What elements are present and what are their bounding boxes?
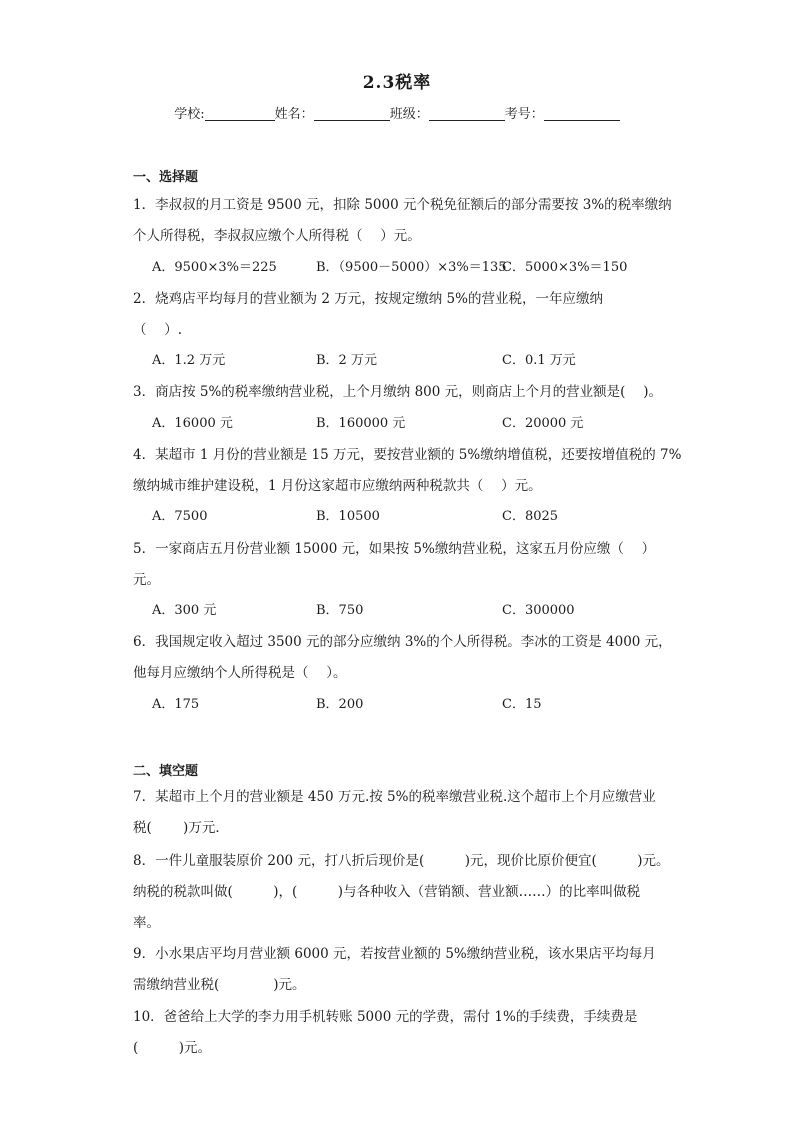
- question-5-option-b[interactable]: B．750: [316, 603, 364, 618]
- question-1-option-a[interactable]: A．9500×3%＝225: [152, 260, 277, 275]
- question-3-line-1: 3．商店按 5%的税率缴纳营业税，上个月缴纳 800 元，则商店上个月的营业额是( )。: [133, 384, 662, 400]
- question-1-line-1: 1．李叔叔的月工资是 9500 元，扣除 5000 元个税免征额后的部分需要按 3%的税率缴纳: [133, 197, 672, 213]
- page-title: 2.3税率: [362, 73, 432, 93]
- question-1-option-b[interactable]: B．（9500－5000）×3%＝135: [316, 260, 507, 275]
- question-2-option-c[interactable]: C．0.1 万元: [502, 353, 576, 368]
- question-3-option-a[interactable]: A．16000 元: [152, 416, 233, 431]
- question-1-line-2: 个人所得税，李叔叔应缴个人所得税（ ）元。: [133, 228, 421, 244]
- question-5-line-1: 5．一家商店五月份营业额 15000 元，如果按 5%缴纳营业税，这家五月份应缴（ ）: [133, 541, 656, 557]
- class-blank[interactable]: [429, 106, 505, 121]
- question-5-option-c[interactable]: C．300000: [502, 603, 575, 618]
- number-label: 考号：: [504, 107, 544, 122]
- question-2-option-a[interactable]: A．1.2 万元: [152, 353, 226, 368]
- question-7-line-1: 7．某超市上个月的营业额是 450 万元.按 5%的税率缴营业税.这个超市上个月应缴营业: [133, 789, 656, 805]
- school-label: 学校:: [174, 107, 205, 122]
- question-5-line-2: 元。: [133, 572, 160, 588]
- question-9-line-1: 9．小水果店平均月营业额 6000 元，若按营业额的 5%缴纳营业税，该水果店平均每月: [133, 946, 656, 962]
- question-4-option-a[interactable]: A．7500: [152, 509, 208, 524]
- question-4-option-b[interactable]: B．10500: [316, 509, 380, 524]
- name-blank[interactable]: [314, 106, 390, 121]
- question-6-option-b[interactable]: B．200: [316, 697, 364, 712]
- question-6-option-c[interactable]: C．15: [502, 697, 542, 712]
- question-4-option-c[interactable]: C．8025: [502, 509, 559, 524]
- question-5-option-a[interactable]: A．300 元: [152, 603, 217, 618]
- question-4-line-2: 缴纳城市维护建设税，1 月份这家超市应缴纳两种税款共（ ）元。: [133, 478, 542, 494]
- class-label: 班级：: [389, 107, 429, 122]
- question-9-line-2: 需缴纳营业税( )元。: [133, 977, 306, 993]
- question-2-line-2: （ ）.: [133, 322, 183, 338]
- question-8-line-3: 率。: [133, 915, 160, 931]
- student-info-row: [0, 103, 794, 122]
- name-label: 姓名：: [274, 107, 314, 122]
- question-8-line-1: 8．一件儿童服装原价 200 元，打八折后现价是( )元，现价比原价便宜( )元。: [133, 853, 670, 869]
- question-1-option-c[interactable]: C．5000×3%＝150: [502, 260, 628, 275]
- question-10-line-2: ( )元。: [133, 1040, 212, 1056]
- question-10-line-1: 10．爸爸给上大学的李力用手机转账 5000 元的学费，需付 1%的手续费，手续费是: [133, 1009, 638, 1025]
- section-heading-fill: 二、填空题: [133, 764, 199, 779]
- question-7-line-2: 税( )万元．: [133, 820, 229, 836]
- question-8-line-2: 纳税的税款叫做( )，( )与各种收入（营销额、营业额……）的比率叫做税: [133, 884, 641, 900]
- question-6-line-2: 他每月应缴纳个人所得税是（ ）。: [133, 665, 347, 681]
- question-6-line-1: 6．我国规定收入超过 3500 元的部分应缴纳 3%的个人所得税。李冰的工资是 4000 元，: [133, 634, 672, 650]
- question-2-option-b[interactable]: B．2 万元: [316, 353, 377, 368]
- number-blank[interactable]: [544, 106, 620, 121]
- question-2-line-1: 2．烧鸡店平均每月的营业额为 2 万元，按规定缴纳 5%的营业税，一年应缴纳: [133, 291, 603, 307]
- question-3-option-b[interactable]: B．160000 元: [316, 416, 406, 431]
- question-6-option-a[interactable]: A．175: [152, 697, 200, 712]
- question-4-line-1: 4．某超市 1 月份的营业额是 15 万元，要按营业额的 5%缴纳增值税，还要按增值税的 7%: [133, 447, 682, 463]
- school-blank[interactable]: [205, 106, 275, 121]
- question-3-option-c[interactable]: C．20000 元: [502, 416, 584, 431]
- section-heading-choice: 一、选择题: [133, 170, 199, 185]
